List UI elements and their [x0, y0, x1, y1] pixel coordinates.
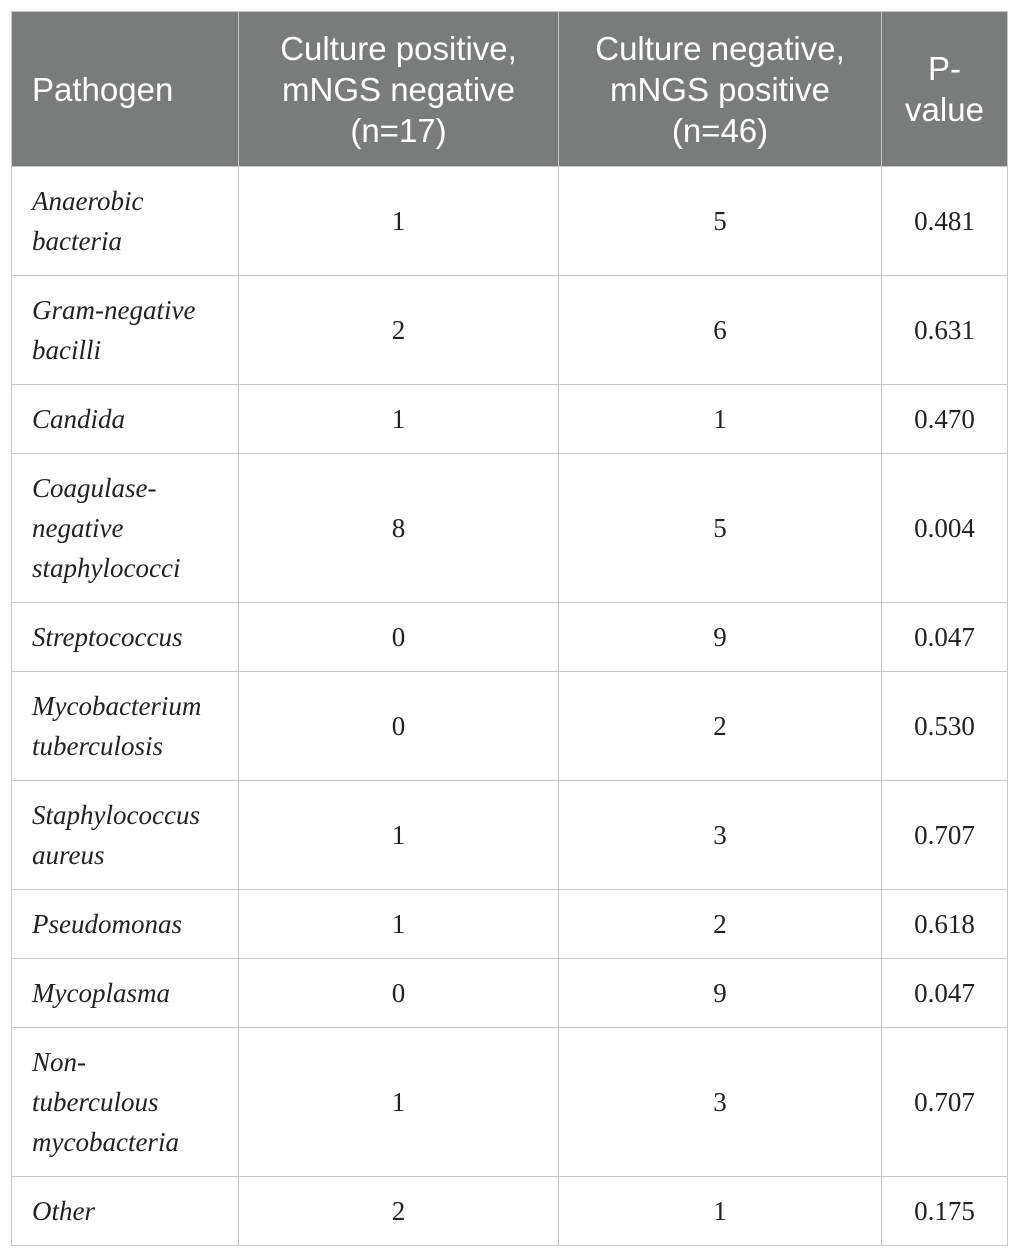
culture-pos-mngs-neg-cell: 1 [239, 1028, 559, 1177]
culture-neg-mngs-pos-cell: 2 [559, 890, 882, 959]
culture-neg-mngs-pos-cell: 3 [559, 781, 882, 890]
culture-neg-mngs-pos-cell: 5 [559, 454, 882, 603]
pathogen-cell: Non-tuberculous mycobacteria [12, 1028, 239, 1177]
culture-neg-mngs-pos-cell: 9 [559, 603, 882, 672]
header-culture-negative-mngs-positive: Culture negative, mNGS positive (n=46) [559, 12, 882, 167]
table-row [12, 672, 1008, 781]
table-row [12, 385, 1008, 454]
pathogen-cell: Mycoplasma [12, 959, 239, 1028]
p-value-cell: 0.175 [882, 1177, 1008, 1246]
p-value-cell: 0.530 [882, 672, 1008, 781]
pathogen-cell: Coagulase-negative staphylococci [12, 454, 239, 603]
header-row [12, 12, 1008, 167]
culture-neg-mngs-pos-cell: 1 [559, 385, 882, 454]
culture-pos-mngs-neg-cell: 0 [239, 959, 559, 1028]
pathogen-cell: Anaerobic bacteria [12, 167, 239, 276]
culture-neg-mngs-pos-cell: 9 [559, 959, 882, 1028]
table-header [12, 12, 1008, 167]
table-row [12, 1028, 1008, 1177]
table-row [12, 603, 1008, 672]
table-row [12, 781, 1008, 890]
pathogen-comparison-table-container [11, 11, 1007, 1246]
table-row [12, 167, 1008, 276]
p-value-cell: 0.004 [882, 454, 1008, 603]
table-row [12, 454, 1008, 603]
culture-neg-mngs-pos-cell: 6 [559, 276, 882, 385]
culture-pos-mngs-neg-cell: 2 [239, 276, 559, 385]
p-value-cell: 0.481 [882, 167, 1008, 276]
header-pathogen: Pathogen [12, 12, 239, 167]
culture-pos-mngs-neg-cell: 1 [239, 385, 559, 454]
table-body [12, 167, 1008, 1246]
pathogen-cell: Other [12, 1177, 239, 1246]
p-value-cell: 0.470 [882, 385, 1008, 454]
p-value-cell: 0.707 [882, 1028, 1008, 1177]
culture-neg-mngs-pos-cell: 2 [559, 672, 882, 781]
culture-neg-mngs-pos-cell: 3 [559, 1028, 882, 1177]
culture-pos-mngs-neg-cell: 0 [239, 603, 559, 672]
header-culture-positive-mngs-negative: Culture positive, mNGS negative (n=17) [239, 12, 559, 167]
header-p-value: P-value [882, 12, 1008, 167]
pathogen-cell: Staphylococcus aureus [12, 781, 239, 890]
p-value-cell: 0.047 [882, 959, 1008, 1028]
p-value-cell: 0.047 [882, 603, 1008, 672]
table-row [12, 276, 1008, 385]
p-value-cell: 0.618 [882, 890, 1008, 959]
table-row [12, 959, 1008, 1028]
culture-pos-mngs-neg-cell: 1 [239, 890, 559, 959]
pathogen-cell: Mycobacterium tuberculosis [12, 672, 239, 781]
culture-pos-mngs-neg-cell: 8 [239, 454, 559, 603]
culture-pos-mngs-neg-cell: 1 [239, 167, 559, 276]
culture-pos-mngs-neg-cell: 1 [239, 781, 559, 890]
pathogen-cell: Candida [12, 385, 239, 454]
table-row [12, 890, 1008, 959]
culture-neg-mngs-pos-cell: 5 [559, 167, 882, 276]
culture-pos-mngs-neg-cell: 2 [239, 1177, 559, 1246]
culture-neg-mngs-pos-cell: 1 [559, 1177, 882, 1246]
p-value-cell: 0.631 [882, 276, 1008, 385]
pathogen-comparison-table [11, 11, 1008, 1246]
p-value-cell: 0.707 [882, 781, 1008, 890]
table-row [12, 1177, 1008, 1246]
pathogen-cell: Gram-negative bacilli [12, 276, 239, 385]
culture-pos-mngs-neg-cell: 0 [239, 672, 559, 781]
pathogen-cell: Pseudomonas [12, 890, 239, 959]
pathogen-cell: Streptococcus [12, 603, 239, 672]
